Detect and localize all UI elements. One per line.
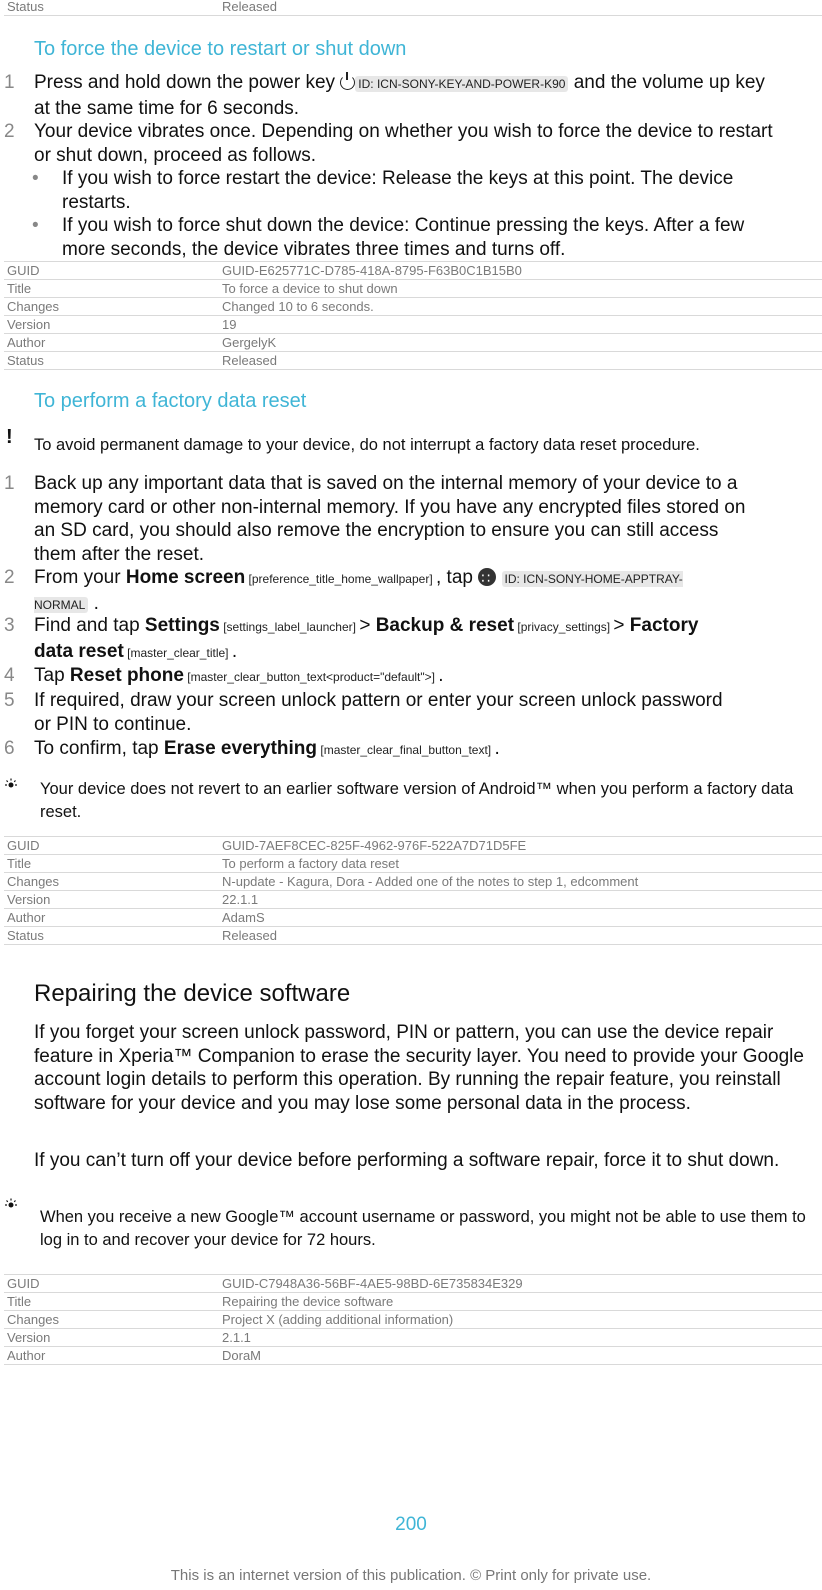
section-heading-factory-reset: To perform a factory data reset [34, 390, 307, 412]
meta-value: DoraM [219, 1347, 822, 1365]
ui-term: Reset phone [69, 665, 184, 686]
meta-key: Version [4, 1329, 219, 1347]
meta-row [4, 873, 822, 891]
meta-value: Project X (adding additional information) [219, 1311, 822, 1329]
step-1 [4, 472, 764, 566]
meta-key: Title [4, 280, 219, 298]
meta-key: Status [4, 0, 219, 16]
lightbulb-tip-icon [4, 778, 18, 792]
meta-row [4, 891, 822, 909]
meta-row [4, 0, 822, 16]
step-text: Tap [34, 665, 70, 686]
separator: > [359, 615, 376, 636]
step-text: To confirm, tap [34, 738, 164, 759]
icon-id-label: ID: ICN-SONY-KEY-AND-POWER-K90 [355, 76, 568, 92]
step-3 [4, 614, 734, 665]
meta-key: GUID [4, 262, 219, 280]
ui-term: Backup & reset [375, 615, 515, 636]
step-text: Find and tap [34, 615, 145, 636]
meta-value: 2.1.1 [219, 1329, 822, 1347]
step-text: From your [34, 567, 126, 588]
string-id: [preference_title_home_wallpaper] [245, 572, 436, 586]
meta-value: To perform a factory data reset [219, 855, 822, 873]
step-2 [4, 120, 774, 167]
step-2 [4, 566, 734, 617]
meta-row [4, 1347, 822, 1365]
meta-row [4, 334, 822, 352]
meta-table-factory-reset [4, 836, 822, 945]
step-text: . [494, 738, 500, 759]
meta-key: Version [4, 316, 219, 334]
meta-key: Version [4, 891, 219, 909]
meta-table-repair-software [4, 1274, 822, 1365]
step-number: 2 [4, 121, 15, 142]
meta-value: Released [219, 352, 822, 370]
step-text: . [438, 665, 444, 686]
meta-key: GUID [4, 837, 219, 855]
meta-value: Released [219, 0, 822, 16]
warning-note: To avoid permanent damage to your device, do not interrupt a factory data reset procedure. [34, 436, 700, 454]
ui-term: Erase everything [163, 738, 318, 759]
meta-row [4, 837, 822, 855]
step-number: 6 [4, 738, 15, 759]
step-number: 1 [4, 473, 15, 494]
step-number: 1 [4, 72, 15, 93]
meta-key: Status [4, 927, 219, 945]
bullet-item [32, 167, 774, 214]
step-text: . [231, 640, 238, 662]
ui-term: Settings [144, 615, 220, 636]
meta-key: Author [4, 334, 219, 352]
meta-row [4, 262, 822, 280]
ui-term: Home screen [125, 567, 246, 588]
string-id: [master_clear_button_text<product="default">] [183, 670, 439, 684]
bullet-item [32, 214, 774, 261]
icon-id-label: ID: ICN-SONY-HOME-APPTRAY-NORMAL [34, 572, 683, 612]
tip-note: Your device does not revert to an earlier software version of Android™ when you perform a factory data reset. [40, 780, 794, 821]
string-id: [settings_label_launcher] [219, 620, 360, 634]
meta-key: Title [4, 1293, 219, 1311]
meta-key: Changes [4, 1311, 219, 1329]
bullet-text: If you wish to force shut down the device: Continue pressing the keys. After a few more seconds, the device vibrates three times and turns off. [62, 215, 745, 260]
app-tray-icon [478, 568, 496, 586]
meta-value: N-update - Kagura, Dora - Added one of the notes to step 1, edcomment [219, 873, 822, 891]
body-paragraph: If you can’t turn off your device before performing a software repair, force it to shut down. [34, 1150, 780, 1171]
string-id: [privacy_settings] [514, 620, 614, 634]
meta-key: Author [4, 1347, 219, 1365]
lightbulb-tip-icon [4, 1198, 18, 1212]
meta-row [4, 280, 822, 298]
warning-icon: ! [6, 426, 13, 448]
meta-value: Changed 10 to 6 seconds. [219, 298, 822, 316]
step-number: 5 [4, 690, 15, 711]
step-number: 2 [4, 567, 15, 588]
separator: > [613, 615, 630, 636]
bullet-text: If you wish to force restart the device: Release the keys at this point. The device restarts. [62, 168, 734, 213]
step-text: and the volume up key at the same time for 6 seconds. [34, 72, 765, 119]
meta-value: GUID-C7948A36-56BF-4AE5-98BD-6E735834E329 [219, 1275, 822, 1293]
step-4 [4, 664, 774, 690]
ui-term: Factory data reset [34, 615, 699, 662]
body-paragraph: If you forget your screen unlock password, PIN or pattern, you can use the device repair feature in Xperia™ Companion to erase the security layer. You need to provide your Google account login details to perform this operation. By running the repair feature, you reinstall software for your device and you may lose some personal data in the process. [34, 1022, 804, 1114]
meta-row [4, 298, 822, 316]
meta-value: Released [219, 927, 822, 945]
step-number: 4 [4, 665, 15, 686]
step-text: Your device vibrates once. Depending on whether you wish to force the device to restart or shut down, proceed as follows. [34, 121, 773, 166]
meta-key: Title [4, 855, 219, 873]
meta-table-force-restart [4, 261, 822, 370]
string-id: [master_clear_final_button_text] [317, 743, 495, 757]
meta-value: 22.1.1 [219, 891, 822, 909]
step-text: If required, draw your screen unlock pattern or enter your screen unlock password or PIN to continue. [34, 690, 723, 735]
meta-key: Author [4, 909, 219, 927]
page-number: 200 [395, 1514, 427, 1535]
meta-row [4, 1293, 822, 1311]
meta-key: Status [4, 352, 219, 370]
step-text: . [88, 592, 99, 614]
meta-row [4, 1311, 822, 1329]
meta-value: GUID-E625771C-D785-418A-8795-F63B0C1B15B0 [219, 262, 822, 280]
meta-row [4, 316, 822, 334]
meta-value: To force a device to shut down [219, 280, 822, 298]
tip-note: When you receive a new Google™ account username or password, you might not be able to use them to log in to and recover your device for 72 hours. [40, 1208, 806, 1249]
meta-row [4, 855, 822, 873]
step-1 [4, 71, 774, 120]
step-text: Press and hold down the power key [34, 72, 341, 93]
step-text: Back up any important data that is saved on the internal memory of your device to a memory card or other non-internal memory. If you have any encrypted files stored on an SD card, you should also remove the encryption to ensure you can still access them after the reset. [34, 473, 746, 565]
bullet-dot: • [32, 168, 39, 189]
section-heading-repair-software: Repairing the device software [34, 980, 351, 1007]
meta-value: 19 [219, 316, 822, 334]
meta-row [4, 352, 822, 370]
meta-row [4, 909, 822, 927]
power-icon [340, 75, 355, 90]
meta-value: GergelyK [219, 334, 822, 352]
section-heading-force-restart: To force the device to restart or shut down [34, 38, 407, 60]
meta-row [4, 927, 822, 945]
top-meta-table [4, 0, 822, 16]
meta-value: AdamS [219, 909, 822, 927]
step-number: 3 [4, 615, 15, 636]
meta-value: Repairing the device software [219, 1293, 822, 1311]
step-text: , tap [435, 567, 479, 588]
footer-notice: This is an internet version of this publication. © Print only for private use. [170, 1567, 652, 1584]
meta-row [4, 1329, 822, 1347]
bullet-dot: • [32, 215, 39, 236]
meta-key: Changes [4, 298, 219, 316]
meta-key: Changes [4, 873, 219, 891]
string-id: [master_clear_title] [123, 645, 232, 660]
meta-value: GUID-7AEF8CEC-825F-4962-976F-522A7D71D5FE [219, 837, 822, 855]
step-5 [4, 689, 734, 736]
meta-row [4, 1275, 822, 1293]
meta-key: GUID [4, 1275, 219, 1293]
step-6 [4, 737, 774, 763]
